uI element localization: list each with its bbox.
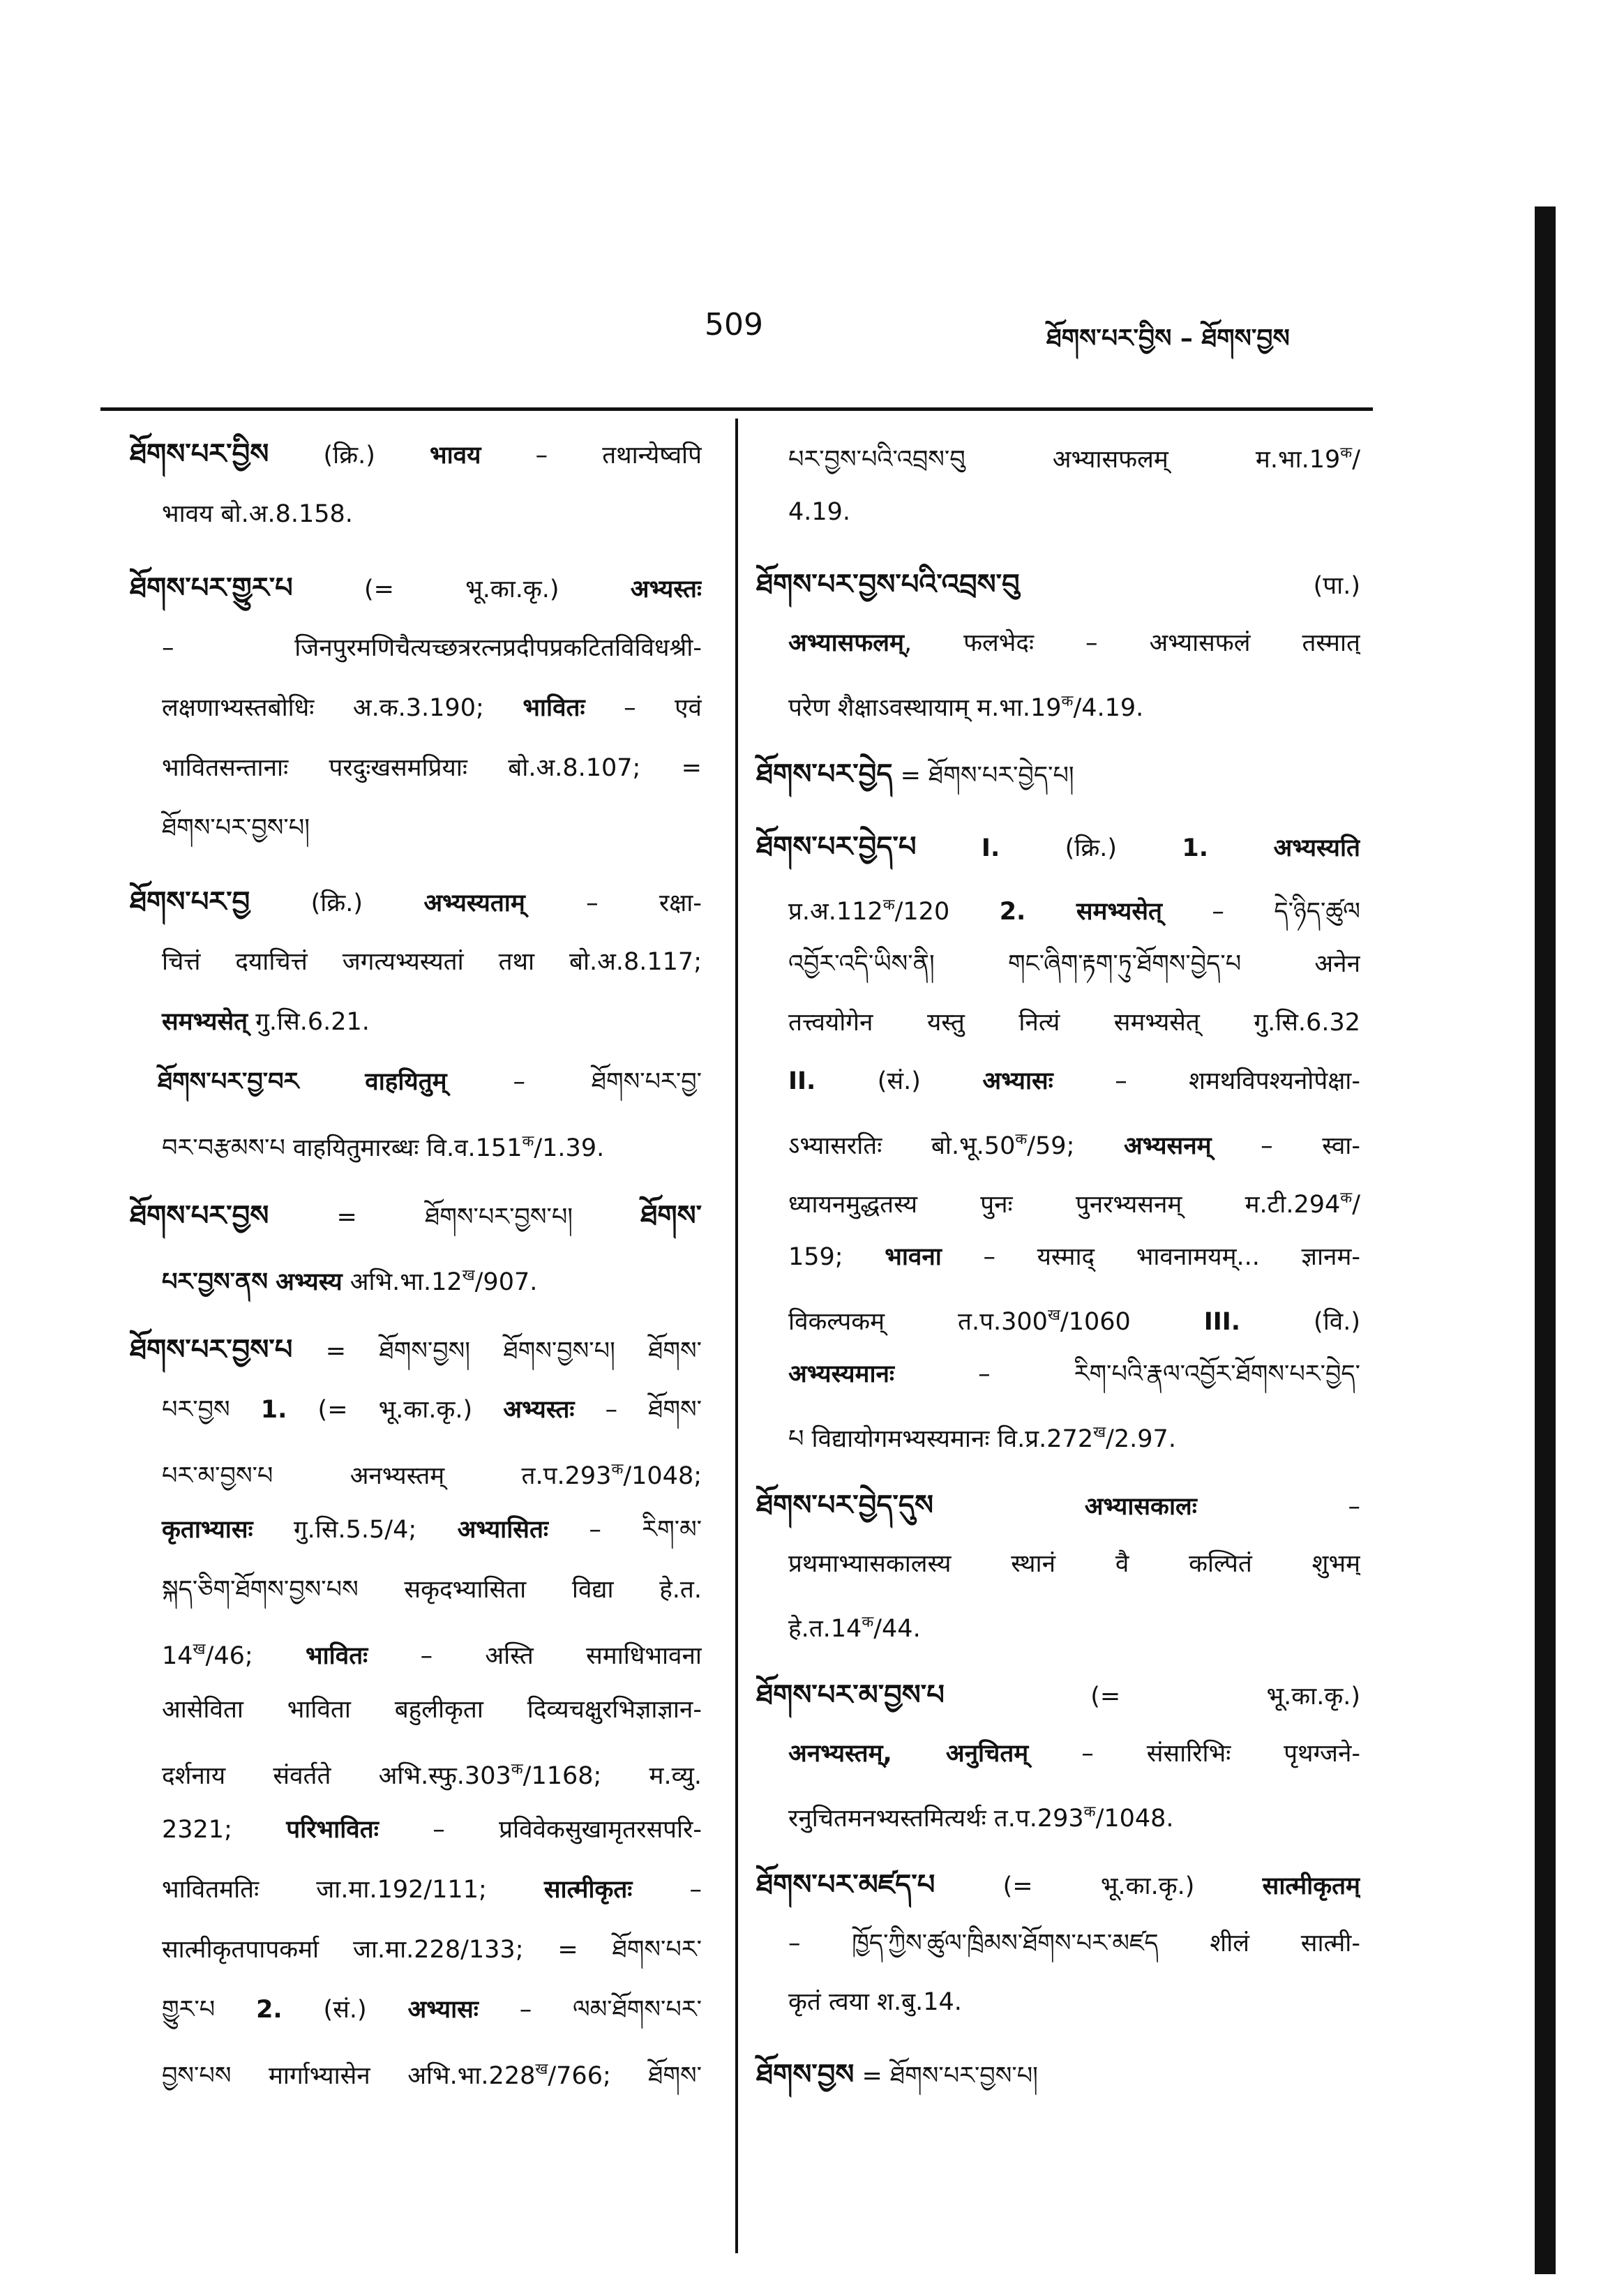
entry-line — [130, 932, 702, 992]
entry-line — [130, 738, 702, 798]
entry-text: /2.97. — [1106, 1425, 1176, 1453]
sanskrit-equivalent: अभ्यासः — [982, 1067, 1053, 1095]
entry-text: – प्रविवेकसुखामृतरसपरि- — [378, 1816, 702, 1844]
entry-text: 4.19. — [788, 498, 851, 526]
entry-line — [130, 424, 702, 484]
folio-superscript: ख — [193, 1641, 206, 1658]
entry-text: /120 — [894, 898, 1000, 926]
entry-text: परेण शैक्षाऽवस्थायाम् म.भा.19 — [788, 694, 1062, 722]
entry-text: (सं.) — [282, 1996, 408, 2024]
folio-superscript: क — [862, 1614, 874, 1631]
dictionary-entry — [130, 558, 702, 858]
entry-line — [756, 614, 1360, 672]
entry-line — [756, 555, 1360, 614]
entry-text: अभि.भा.12 — [342, 1268, 463, 1296]
headword: ཐོགས་པར་བྱེད — [756, 758, 893, 790]
entry-text: བྱས་པས मार्गाभ्यासेन अभि.भा.228 — [162, 2062, 536, 2090]
sanskrit-equivalent: अनभ्यस्तम्, अनुचितम् — [788, 1740, 1029, 1768]
entry-line — [756, 1228, 1360, 1286]
entry-text: པ विद्यायोगमभ्यस्यमानः वि.प्र.272 — [788, 1425, 1094, 1453]
entry-text: /44. — [873, 1615, 921, 1643]
sanskrit-equivalent: अभ्यासः — [407, 1996, 479, 2024]
entry-text: दर्शनाय संवर्तते अभि.स्फु.303 — [162, 1762, 511, 1790]
dictionary-entry — [756, 1476, 1360, 1652]
entry-line — [130, 1920, 702, 1980]
entry-text: – स्वा- — [1211, 1132, 1360, 1160]
entry-line — [756, 1535, 1360, 1593]
entry-text: – རིག་པའི་རྣལ་འབྱོར་ཐོགས་པར་བྱེད་ — [894, 1360, 1360, 1388]
entry-text: रनुचितमनभ्यस्तमित्यर्थः त.प.293 — [788, 1805, 1084, 1833]
sanskrit-equivalent: अभ्यासकालः — [1084, 1493, 1197, 1521]
sanskrit-equivalent: भावितः — [306, 1642, 368, 1670]
entry-text: गु.सि.5.5/4; — [253, 1516, 458, 1544]
folio-superscript: क — [611, 1461, 624, 1478]
folio-superscript: क — [1340, 444, 1353, 462]
entry-line — [130, 872, 702, 932]
entry-line — [756, 1783, 1360, 1842]
entry-text: – संसारिभिः पृथग्जने- — [1028, 1740, 1360, 1768]
entry-text: = ཐོགས་བྱས། ཐོགས་བྱས་པ། ཐོགས་ — [292, 1337, 702, 1365]
entry-line — [130, 678, 702, 738]
entry-text: / — [1352, 1191, 1360, 1219]
headword: ཐོགས་པར་བྱིས — [130, 438, 269, 470]
entry-text: གྱུར་པ — [162, 1996, 257, 2024]
entry-line — [130, 1860, 702, 1920]
entry-text: /46; — [205, 1642, 306, 1670]
sanskrit-equivalent: कृताभ्यासः — [162, 1516, 253, 1544]
sanskrit-equivalent: 1. — [1182, 834, 1209, 862]
entry-text: (= भू.का.कृ.) — [287, 1396, 504, 1424]
folio-superscript: क — [1083, 1803, 1096, 1821]
dictionary-entry — [130, 872, 702, 1172]
headword: ཐོགས་ — [640, 1200, 702, 1232]
entry-text: (क्रि.) — [1000, 834, 1182, 862]
entry-text: गु.सि.6.21. — [248, 1008, 370, 1036]
entry-line — [130, 1320, 702, 1380]
entry-line — [130, 1380, 702, 1440]
sanskrit-equivalent: अभ्यसनम् — [1123, 1132, 1212, 1160]
folio-superscript: ख — [1093, 1424, 1106, 1441]
entry-text: 14 — [162, 1642, 193, 1670]
entry-text — [1208, 834, 1273, 862]
entry-line — [756, 876, 1360, 935]
entry-text: – तथान्येष्वपि — [481, 442, 702, 469]
entry-text: (वि.) — [1240, 1308, 1360, 1336]
headword: ཐོགས་པར་བྱེད་དུས — [756, 1489, 934, 1521]
entry-text: /907. — [474, 1268, 538, 1296]
sanskrit-equivalent: 2. समभ्यसेत् — [999, 898, 1162, 926]
entry-text: /766; ཐོགས་ — [548, 2062, 702, 2090]
entry-line — [130, 1980, 702, 2040]
entry-line — [130, 1800, 702, 1860]
folio-superscript: क — [511, 1761, 523, 1778]
running-head: ཐོགས་པར་བྱིས – ཐོགས་བྱས — [1046, 324, 1290, 353]
entry-text: ཐོགས་པར་བྱས་པ། — [162, 814, 310, 842]
entry-line — [756, 745, 1360, 804]
sanskrit-equivalent: भावितः — [522, 694, 585, 722]
entry-text: /1168; म.व्यु. — [522, 1762, 702, 1790]
entry-text: कृतं त्वया श.बु.14. — [788, 1988, 962, 2016]
headword: ཐོགས་པར་བྱས་པ — [130, 1334, 293, 1366]
sanskrit-equivalent: भावय — [430, 442, 481, 469]
entry-line — [756, 1111, 1360, 1169]
folio-superscript: क — [882, 896, 895, 914]
dictionary-entry — [756, 745, 1360, 804]
entry-line — [756, 1476, 1360, 1535]
entry-line — [756, 483, 1360, 541]
entry-text: སྐད་ཅིག་ཐོགས་བྱས་པས सकृदभ्यासिता विद्या हे.त. — [162, 1576, 702, 1604]
entry-text: ऽभ्यासरतिः बो.भू.50 — [788, 1132, 1016, 1160]
entry-text: 2321; — [162, 1816, 287, 1844]
entry-text: པར་མ་བྱས་པ अनभ्यस्तम् त.प.293 — [162, 1462, 612, 1490]
entry-text: भावितमतिः जा.मा.192/111; — [162, 1876, 544, 1904]
column-divider — [735, 419, 738, 2253]
entry-text: – यस्माद् भावनामयम्... ज्ञानम- — [941, 1243, 1360, 1271]
entry-text: – ཁྱོད་ཀྱིས་ཚུལ་ཁྲིམས་ཐོགས་པར་མཛད शीलं सात्मी- — [788, 1930, 1360, 1957]
entry-text: – रक्षा- — [525, 889, 702, 917]
entry-text: चित्तं दयाचित्तं जगत्यभ्यस्यतां तथा बो.अ.8.117; — [162, 948, 702, 976]
dictionary-entry — [130, 1320, 702, 2100]
entry-line — [130, 618, 702, 678]
entry-text: – ཐོགས་ — [574, 1396, 702, 1424]
dictionary-entry — [756, 818, 1360, 1462]
dictionary-entry — [756, 555, 1360, 731]
folio-superscript: क — [1015, 1131, 1028, 1148]
entry-line — [756, 2045, 1360, 2104]
entry-text: भावितसन्तानाः परदुःखसमप्रियाः बो.अ.8.107; = — [162, 754, 702, 782]
entry-text: प्रथमाभ्यासकालस्य स्थानं वै कल्पितं शुभम् — [788, 1550, 1360, 1578]
folio-superscript: क — [522, 1133, 534, 1150]
headword: ཐོགས་པར་མཛད་པ — [756, 1869, 935, 1901]
sanskrit-equivalent: वाहयितुम् — [365, 1068, 447, 1096]
sanskrit-equivalent: समभ्यसेत् — [162, 1008, 248, 1036]
entry-line — [130, 1620, 702, 1680]
dictionary-entry — [756, 2045, 1360, 2104]
entry-text: /1048. — [1095, 1805, 1174, 1833]
entry-line — [756, 1724, 1360, 1783]
entry-text: (= भू.का.कृ.) — [935, 1872, 1263, 1900]
headword: ཐོགས་པར་བྱས་པའི་འབྲས་བུ — [756, 569, 1020, 601]
entry-line — [130, 484, 702, 544]
sanskrit-equivalent: भावना — [885, 1243, 942, 1271]
left-column — [130, 424, 702, 2100]
entry-line — [130, 1560, 702, 1620]
entry-line — [756, 1666, 1360, 1724]
sanskrit-equivalent: अभ्यस्तः — [503, 1396, 575, 1424]
entry-text: सात्मीकृतपापकर्मा जा.मा.228/133; = ཐོགས་པར་ — [162, 1936, 702, 1964]
sanskrit-equivalent: अभ्यासफलम् — [788, 629, 904, 657]
entry-line — [756, 818, 1360, 876]
entry-text: , फलभेदः – अभ्यासफलं तस्मात् — [903, 629, 1360, 657]
dictionary-entry — [756, 1666, 1360, 1842]
entry-text: – एवं — [585, 694, 702, 722]
entry-text: – — [632, 1876, 702, 1904]
sanskrit-equivalent: अभ्यासितः — [457, 1516, 548, 1544]
entry-line — [756, 1286, 1360, 1345]
folio-superscript: ख — [462, 1267, 475, 1284]
entry-text: (= भू.का.कृ.) — [292, 576, 631, 603]
entry-line — [756, 1052, 1360, 1111]
entry-line — [130, 1680, 702, 1740]
entry-line — [130, 2040, 702, 2100]
entry-line — [130, 1186, 702, 1246]
sanskrit-equivalent: सात्मीकृतम् — [1262, 1872, 1360, 1900]
dictionary-entry — [130, 424, 702, 544]
entry-line — [756, 424, 1360, 483]
entry-line — [130, 1440, 702, 1500]
sanskrit-equivalent: 1. — [260, 1396, 287, 1424]
entry-text: लक्षणाभ्यस्तबोधिः अ.क.3.190; — [162, 694, 523, 722]
sanskrit-equivalent: अभ्यस्तः — [630, 576, 702, 603]
entry-text — [933, 1493, 1085, 1521]
sanskrit-equivalent: अभ्यस्यताम् — [423, 889, 525, 917]
sanskrit-equivalent: II. — [788, 1067, 816, 1095]
entry-text — [268, 1268, 276, 1296]
sanskrit-equivalent: 2. — [256, 1996, 283, 2024]
scan-edge-bar — [1535, 206, 1556, 2274]
entry-line — [756, 1169, 1360, 1228]
entry-line — [130, 1246, 702, 1306]
entry-text: भावय बो.अ.8.158. — [162, 500, 353, 528]
headword: ཐོགས་པར་བྱེད་པ — [756, 831, 917, 863]
entry-text: /1.39. — [534, 1134, 605, 1162]
entry-text: འབྱོར་འདི་ཡིས་ནི། གང་ཞིག་རྟག་ཏུ་ཐོགས་བྱེད་པ अनेन — [788, 950, 1360, 978]
entry-text: (सं.) — [815, 1067, 983, 1095]
entry-line — [756, 1593, 1360, 1652]
entry-text: ध्यायनमुद्धतस्य पुनः पुनरभ्यसनम् म.टी.294 — [788, 1191, 1341, 1219]
page-number: 509 — [705, 307, 763, 343]
entry-text: = ཐོགས་པར་བྱས་པ། — [854, 2062, 1038, 2090]
entry-text — [917, 834, 982, 862]
folio-superscript: क — [1061, 693, 1074, 710]
right-column — [756, 424, 1360, 2104]
entry-line — [130, 1112, 702, 1172]
entry-text: विकल्पकम् त.प.300 — [788, 1308, 1048, 1336]
folio-superscript: क — [1340, 1189, 1353, 1207]
headword: ཐོགས་པར་བྱ — [130, 886, 250, 918]
entry-text: – རིག་མ་ — [548, 1516, 702, 1544]
entry-text: प्र.अ.112 — [788, 898, 883, 926]
entry-text: आसेविता भाविता बहुलीकृता दिव्यचक्षुरभिज्ञाज्ञान- — [162, 1696, 702, 1724]
entry-line — [756, 1973, 1360, 2031]
entry-text: = ཐོགས་པར་བྱས་པ། — [269, 1203, 641, 1231]
sanskrit-equivalent: परिभावितः — [286, 1816, 379, 1844]
sanskrit-equivalent: ཐོགས་པར་བྱ་བར — [158, 1068, 299, 1096]
entry-text: 159; — [788, 1243, 885, 1271]
entry-text: / — [1352, 446, 1360, 474]
entry-text: (= भू.का.कृ.) — [944, 1683, 1360, 1711]
entry-text: – अस्ति समाधिभावना — [368, 1642, 702, 1670]
dictionary-entry — [756, 1856, 1360, 2031]
entry-text: – शमथविपश्यनोपेक्षा- — [1053, 1067, 1360, 1095]
sanskrit-equivalent: अभ्यस्यति — [1273, 834, 1360, 862]
entry-text: – जिनपुरमणिचैत्यच्छत्ररत्नप्रदीपप्रकटितविविधश्री- — [162, 634, 702, 662]
headword: ཐོགས་བྱས — [756, 2059, 855, 2091]
dictionary-entry — [756, 424, 1360, 541]
entry-text: (क्रि.) — [269, 442, 430, 469]
entry-line — [130, 1500, 702, 1560]
entry-text: པར་བྱས་པའི་འབྲས་བུ अभ्यासफलम् म.भा.19 — [788, 446, 1341, 474]
entry-line — [756, 1914, 1360, 1973]
dictionary-entry — [130, 1186, 702, 1306]
entry-text: པར་བྱས — [162, 1396, 261, 1424]
entry-line — [130, 1052, 702, 1112]
entry-line — [130, 992, 702, 1052]
entry-text: हे.त.14 — [788, 1615, 862, 1643]
entry-text: – ཐོགས་པར་བྱ་ — [446, 1068, 702, 1096]
sanskrit-equivalent: अभ्यस्य — [276, 1268, 343, 1296]
entry-line — [756, 672, 1360, 731]
entry-text — [299, 1068, 365, 1096]
entry-line — [756, 1404, 1360, 1462]
folio-superscript: ख — [1047, 1307, 1060, 1324]
entry-line — [130, 1740, 702, 1800]
entry-line — [756, 1345, 1360, 1404]
sanskrit-equivalent: अभ्यस्यमानः — [788, 1360, 895, 1388]
entry-text: /4.19. — [1073, 694, 1144, 722]
entry-text: (क्रि.) — [250, 889, 424, 917]
headword: ཐོགས་པར་མ་བྱས་པ — [756, 1679, 945, 1711]
sanskrit-equivalent: III. — [1203, 1308, 1241, 1336]
entry-text: (पा.) — [1019, 572, 1360, 600]
sanskrit-equivalent: པར་བྱས་ནས — [162, 1268, 268, 1296]
sanskrit-equivalent: I. — [981, 834, 1000, 862]
entry-text: /1048; — [623, 1462, 702, 1490]
top-rule — [100, 407, 1373, 411]
sanskrit-equivalent: सात्मीकृतः — [543, 1876, 633, 1904]
headword: ཐོགས་པར་བྱས — [130, 1200, 269, 1232]
entry-line — [130, 798, 702, 858]
entry-line — [130, 558, 702, 618]
entry-line — [756, 1856, 1360, 1914]
entry-text: तत्त्वयोगेन यस्तु नित्यं समभ्यसेत् गु.सि.6.32 — [788, 1009, 1360, 1037]
entry-line — [756, 935, 1360, 993]
entry-text: – དེ་ཉིད་ཚུལ — [1161, 898, 1360, 926]
entry-text: བར་བརྩམས་པ वाहयितुमारब्धः वि.व.151 — [162, 1134, 522, 1162]
entry-text: /59; — [1027, 1132, 1124, 1160]
entry-text: = ཐོགས་པར་བྱེད་པ། — [892, 762, 1074, 790]
entry-line — [756, 993, 1360, 1052]
folio-superscript: ख — [535, 2061, 548, 2078]
entry-text: /1060 — [1060, 1308, 1204, 1336]
headword: ཐོགས་པར་གྱུར་པ — [130, 572, 293, 604]
entry-text: – — [1196, 1493, 1360, 1521]
entry-text: – ལམ་ཐོགས་པར་ — [478, 1996, 702, 2024]
